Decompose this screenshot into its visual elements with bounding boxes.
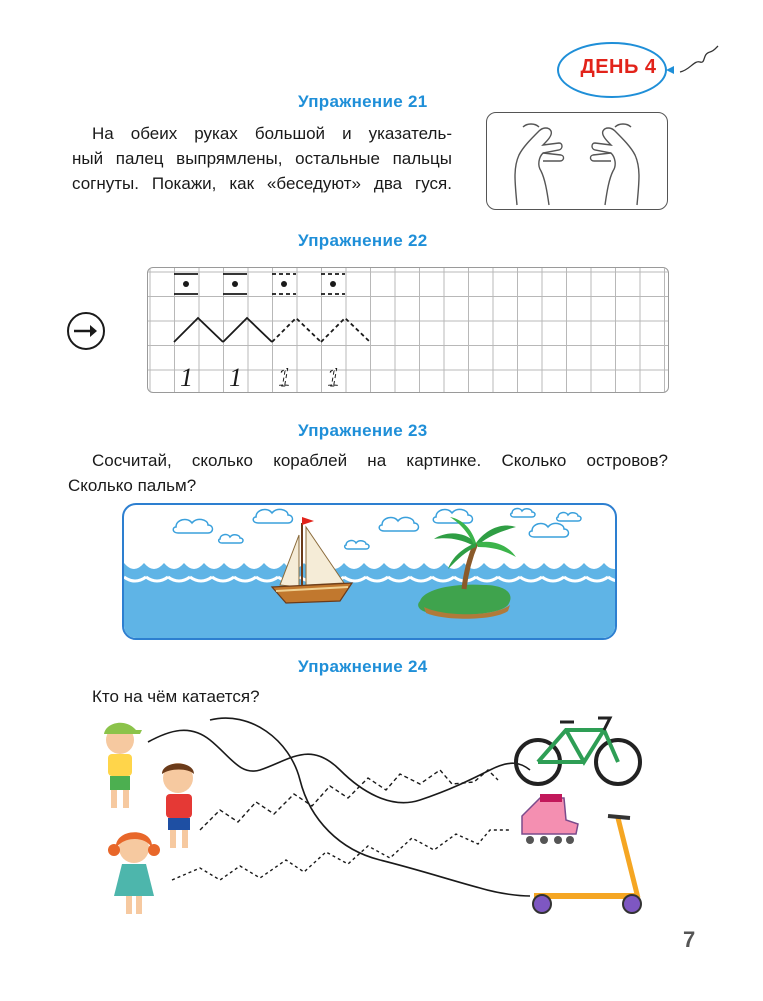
clouds-icon [173, 509, 581, 549]
sea-with-boat-and-island [124, 505, 615, 638]
pattern-digit: 1 [327, 363, 340, 392]
path-line-3 [172, 830, 510, 880]
exercise-21-line: ный палец выпрямлены, остальные пальцы [72, 149, 452, 168]
hands-illustration-frame [486, 112, 668, 210]
child-girl-icon [108, 832, 160, 914]
sea-illustration-frame [122, 503, 617, 640]
pattern-dot [232, 281, 238, 287]
exercise-21-title: Упражнение 21 [298, 92, 428, 111]
pattern-digit: 1 [180, 363, 193, 392]
pattern-dot [183, 281, 189, 287]
writing-grid [147, 267, 669, 393]
pattern-digit: 1 [278, 363, 291, 392]
exercise-21-line: На обеих руках большой и указатель- [92, 124, 452, 143]
day-badge-label: ДЕНЬ 4 [580, 56, 657, 78]
path-line-4 [210, 718, 530, 896]
exercise-23-line: Сосчитай, сколько кораблей на картинке. Сколько островов? [92, 451, 668, 470]
page-number: 7 [683, 927, 696, 952]
pattern-dot [330, 281, 336, 287]
writing-grid-lines [148, 268, 668, 392]
children-and-vehicles-maze [90, 700, 670, 925]
pattern-digit: 1 [229, 363, 242, 392]
exercise-24-title: Упражнение 24 [298, 657, 428, 676]
exercise-21-text [72, 121, 452, 196]
two-hands-geese-icon [487, 113, 667, 209]
child-boy-red-shirt-icon [162, 763, 194, 848]
exercise-23-text [68, 448, 668, 498]
child-boy-cap-icon [104, 723, 142, 808]
exercise-23-line: Сколько пальм? [68, 476, 197, 495]
bicycle-icon [516, 718, 640, 784]
exercise-23-title: Упражнение 23 [298, 421, 428, 440]
exercise-21-line: согнуты. Покажи, как «беседуют» два гуся. [72, 174, 452, 193]
exercise-22-title: Упражнение 22 [298, 231, 428, 250]
arrow-right-icon [66, 311, 106, 351]
roller-skates-icon [522, 794, 578, 844]
pattern-dot [281, 281, 287, 287]
exercise-24-text: Кто на чём катается? [92, 687, 260, 706]
